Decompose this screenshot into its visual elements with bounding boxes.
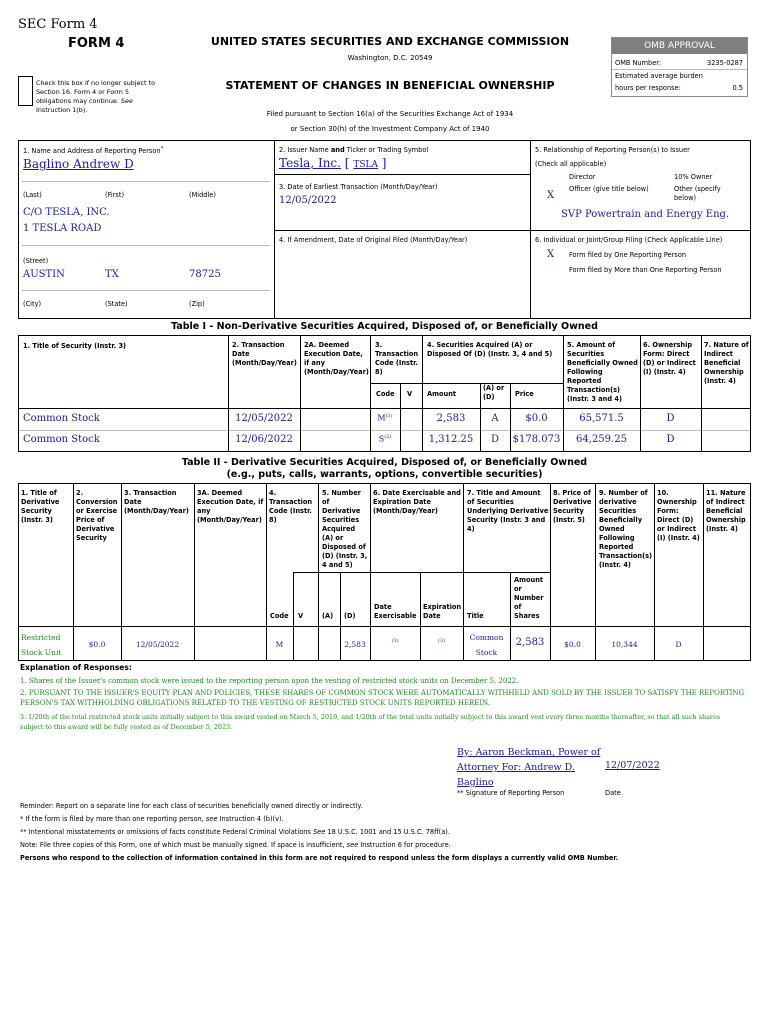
one-person-x-mark: X xyxy=(547,249,555,260)
t2-underlying-shares: 2,583 xyxy=(515,637,545,648)
t2-underlying-title xyxy=(463,630,510,660)
t1-r2-amount: 1,312.25 xyxy=(428,434,474,445)
street-label: (Street) xyxy=(23,257,49,265)
t2-col6-header: 6. Date Exercisable and Expiration Date (Month/Day/Year) xyxy=(373,489,461,515)
agency-city: Washington, D.C. 20549 xyxy=(347,54,433,62)
signature-line3: Baglino xyxy=(457,777,494,788)
more-reporting-persons-label: Form filed by More than One Reporting Person xyxy=(569,266,722,274)
omb-number: 3235-0287 xyxy=(707,59,743,67)
first-label: (First) xyxy=(105,191,125,199)
t1-r2-security: Common Stock xyxy=(23,434,100,445)
check-all-label: (Check all applicable) xyxy=(535,160,607,168)
t1-r2-form: D xyxy=(666,434,675,445)
t1-price-header: Price xyxy=(515,390,534,398)
box2-label: 2. Issuer Name and Ticker or Trading Symbol xyxy=(279,146,429,154)
ticker-link[interactable]: TSLA xyxy=(353,160,378,170)
t2-disposed: 2,583 xyxy=(344,640,366,649)
t1-r1-date: 12/05/2022 xyxy=(235,413,293,424)
t1-r1-code: $M^{(1)}$ xyxy=(377,413,393,423)
t1-r2-code: $S^{(2)}$ xyxy=(378,434,392,444)
officer-title: SVP Powertrain and Energy Eng. xyxy=(561,209,730,220)
box3-label: 3. Date of Earliest Transaction (Month/Day/Year) xyxy=(279,183,438,191)
t2-col4-header: 4. Transaction Code (Instr. 8) xyxy=(269,489,313,524)
last-label: (Last) xyxy=(23,191,42,199)
t1-col6-header: 6. Ownership Form: Direct (D) or Indirect (I) (Instr. 4) xyxy=(643,341,696,376)
signature-line1: By: Aaron Beckman, Power of xyxy=(457,747,601,758)
t2-security-line2: Stock Unit xyxy=(21,648,62,657)
t1-r1-security: Common Stock xyxy=(23,413,100,424)
t2-code: M xyxy=(275,640,284,649)
footnote-2: 2. PURSUANT TO THE ISSUER'S EQUITY PLAN AND POLICIES, THESE SHARES OF COMMON STOCK WERE AUTOMATICALLY WITHHELD AND SOLD BY THE ISSUER TO SATISFY THE REPORTING PERSON'S TAX WITHHOLDING OBLIGATIONS RELATED TO THE VESTING OF RESTRICTED STOCK UNITS REPORTED HEREIN. xyxy=(20,689,745,707)
t2-col2-header: 2. Conversion or Exercise Price of Derivative Security xyxy=(76,489,118,542)
t1-v-header: V xyxy=(407,390,413,398)
t1-amount-header: Amount xyxy=(427,390,457,398)
t1-r2-date: 12/06/2022 xyxy=(235,434,293,445)
t2-expiration-date: (3) xyxy=(437,638,446,644)
t1-r2-price: $178.073 xyxy=(512,434,561,445)
officer-x-mark: X xyxy=(547,190,555,201)
t1-r1-form: D xyxy=(666,413,675,424)
t2-date-exercisable: (3) xyxy=(391,638,399,644)
agency-name: UNITED STATES SECURITIES AND EXCHANGE COMMISSION xyxy=(210,35,570,48)
t2-code-header: Code xyxy=(270,612,289,620)
t1-col4-header: 4. Securities Acquired (A) or Disposed Of (D) (Instr. 3, 4 and 5) xyxy=(427,341,553,358)
t2-col1-header: 1. Title of Derivative Security (Instr. 3) xyxy=(21,489,60,524)
omb-title: OMB APPROVAL xyxy=(612,38,747,54)
earliest-transaction-date: 12/05/2022 xyxy=(279,195,337,206)
t2-a-header: (A) xyxy=(322,612,334,620)
no-longer-subject-checkbox[interactable] xyxy=(18,76,33,106)
state-label: (State) xyxy=(105,300,128,308)
t1-r2-ad: D xyxy=(490,434,500,445)
t2-conversion-price: $0.0 xyxy=(88,640,106,649)
address-line-1: C/O TESLA, INC. xyxy=(23,207,110,218)
omb-hours-label: hours per response: xyxy=(615,84,681,92)
t2-expiration-header: Expiration Date xyxy=(423,603,462,620)
signature-label: ** Signature of Reporting Person xyxy=(457,789,565,797)
filed-pursuant-1: Filed pursuant to Section 16(a) of the Securities Exchange Act of 1934 xyxy=(266,110,514,118)
t1-col5-header: 5. Amount of Securities Beneficially Owned Following Reported Transaction(s) (Instr. 3 and 4) xyxy=(567,341,638,403)
filed-pursuant-2: or Section 30(h) of the Investment Company Act of 1940 xyxy=(290,125,490,133)
table1-title: Table I - Non-Derivative Securities Acquired, Disposed of, or Beneficially Owned xyxy=(171,321,598,332)
t1-r1-ad: A xyxy=(491,413,499,424)
t1-col2-header: 2. Transaction Date (Month/Day/Year) xyxy=(232,341,297,367)
form-title: FORM 4 xyxy=(68,36,125,51)
t2-col9-header: 9. Number of derivative Securities Beneficially Owned Following Reported Transaction(s) (Instr. 4) xyxy=(599,489,653,569)
t1-col1-header: 1. Title of Security (Instr. 3) xyxy=(23,342,127,350)
signature-date: 12/07/2022 xyxy=(605,760,660,771)
city-label: (City) xyxy=(23,300,42,308)
issuer-name-link[interactable]: Tesla, Inc. xyxy=(279,156,341,170)
footer-star-2: ** Intentional misstatements or omissions of facts constitute Federal Criminal Violations See 18 U.S.C. 1001 and 15 U.S.C. 78ff(a). xyxy=(20,828,450,836)
t1-r2-owned: 64,259.25 xyxy=(576,434,627,445)
table2-title-line1: Table II - Derivative Securities Acquired, Disposed of, or Beneficially Owned xyxy=(181,457,588,468)
t2-col5-header: 5. Number of Derivative Securities Acquired (A) or Disposed of (D) (Instr. 3, 4 and 5) xyxy=(322,489,368,569)
address-line-2: 1 TESLA ROAD xyxy=(23,223,102,234)
date-label: Date xyxy=(605,789,621,797)
signature-line2: Attorney For: Andrew D. xyxy=(457,762,575,773)
t1-r1-owned: 65,571.5 xyxy=(579,413,624,424)
t2-security-line1: Restricted xyxy=(21,633,61,642)
t1-col7-header: 7. Nature of Indirect Beneficial Ownership (Instr. 4) xyxy=(704,341,749,385)
state-value: TX xyxy=(105,269,119,280)
signature-block xyxy=(457,745,617,790)
t2-col7-header: 7. Title and Amount of Securities Underlying Derivative Security (Instr. 3 and 4) xyxy=(467,489,549,533)
box4-label: 4. If Amendment, Date of Original Filed (Month/Day/Year) xyxy=(279,236,468,244)
t2-owned-following: 10,344 xyxy=(611,640,638,649)
other-label: Other (specify below) xyxy=(674,185,721,202)
issuer-line: Tesla, Inc. [ TSLA ] xyxy=(279,156,387,170)
t2-col10-header: 10. Ownership Form: Direct (D) or Indirect (I) (Instr. 4) xyxy=(657,489,700,542)
t1-aord-header: (A) or (D) xyxy=(483,384,505,401)
t2-underlying-title-line1: Common xyxy=(469,633,504,642)
t2-col8-header: 8. Price of Derivative Security (Instr. 5) xyxy=(553,489,592,524)
t2-v-header: V xyxy=(298,612,304,620)
reminder-text: Reminder: Report on a separate line for each class of securities beneficially owned directly or indirectly. xyxy=(20,802,363,810)
t2-price: $0.0 xyxy=(564,640,581,649)
t2-amount-shares-header: Amount or Number of Shares xyxy=(514,576,544,620)
t2-title-header: Title xyxy=(467,612,484,620)
box1-label: 1. Name and Address of Reporting Person* xyxy=(23,146,164,156)
city-value: AUSTIN xyxy=(23,269,65,280)
t1-code-header: Code xyxy=(376,390,395,398)
omb-number-label: OMB Number: xyxy=(615,59,662,67)
checkbox-label: Check this box if no longer subject to Section 16. Form 4 or Form 5 obligations may continue. See Instruction 1(b). xyxy=(36,79,156,114)
reporting-person-name[interactable]: Baglino Andrew D xyxy=(23,157,134,171)
footnote-1: 1. Shares of the Issuer's common stock were issued to the reporting person upon the vesting of restricted stock units on December 5, 2022. xyxy=(20,677,519,685)
box5-label: 5. Relationship of Reporting Person(s) to Issuer xyxy=(535,146,690,154)
t2-ownership-form: D xyxy=(675,640,682,649)
statement-title: STATEMENT OF CHANGES IN BENEFICIAL OWNERSHIP xyxy=(225,79,555,92)
t2-security xyxy=(21,630,61,660)
t2-d-header: (D) xyxy=(344,612,356,620)
t2-col11-header: 11. Nature of Indirect Beneficial Ownership (Instr. 4) xyxy=(706,489,746,533)
director-label: Director xyxy=(569,173,596,181)
t2-transaction-date: 12/05/2022 xyxy=(135,640,180,649)
sec-form-label: SEC Form 4 xyxy=(18,17,98,32)
middle-label: (Middle) xyxy=(189,191,216,199)
one-reporting-person-label: Form filed by One Reporting Person xyxy=(569,251,687,259)
t2-underlying-title-line2: Stock xyxy=(475,648,498,657)
omb-hours: 0.5 xyxy=(732,84,743,92)
table2-title-line2: (e.g., puts, calls, warrants, options, convertible securities) xyxy=(226,469,543,480)
omb-approval-box xyxy=(611,37,748,97)
footer-note: Note: File three copies of this Form, one of which must be manually signed. If space is insufficient, see Instruction 6 for procedure. xyxy=(20,841,451,849)
zip-value: 78725 xyxy=(189,269,221,280)
t1-col2a-header: 2A. Deemed Execution Date, if any (Month/Day/Year) xyxy=(304,341,369,376)
t2-col3a-header: 3A. Deemed Execution Date, if any (Month/Day/Year) xyxy=(197,489,264,524)
t2-date-exercisable-header: Date Exercisable xyxy=(374,603,417,620)
explanation-heading: Explanation of Responses: xyxy=(20,663,132,672)
omb-notice: Persons who respond to the collection of information contained in this form are not required to respond unless the form displays a currently valid OMB Number. xyxy=(20,854,619,862)
footnote-3: 3. 1/20th of the total restricted stock units initially subject to this award vested on March 5, 2019, and 1/20th of the total units initially subject to this award vest every three months thereafter, so that all such shares subject to this award will be fully vested as of December 5, 2023. xyxy=(20,713,721,731)
box6-label: 6. Individual or Joint/Group Filing (Check Applicable Line) xyxy=(535,236,723,244)
zip-label: (Zip) xyxy=(189,300,205,308)
footer-star-1: * If the form is filed by more than one reporting person, see Instruction 4 (b)(v). xyxy=(20,815,284,823)
t2-col3-header: 3. Transaction Date (Month/Day/Year) xyxy=(124,489,189,515)
officer-label: Officer (give title below) xyxy=(569,185,649,193)
ten-percent-owner-label: 10% Owner xyxy=(674,173,713,181)
omb-burden-label: Estimated average burden xyxy=(615,72,703,80)
t1-r1-price: $0.0 xyxy=(525,413,548,424)
t1-col3-header: 3. Transaction Code (Instr. 8) xyxy=(375,341,419,376)
t1-r1-amount: 2,583 xyxy=(436,413,466,424)
table2-title xyxy=(18,457,751,481)
